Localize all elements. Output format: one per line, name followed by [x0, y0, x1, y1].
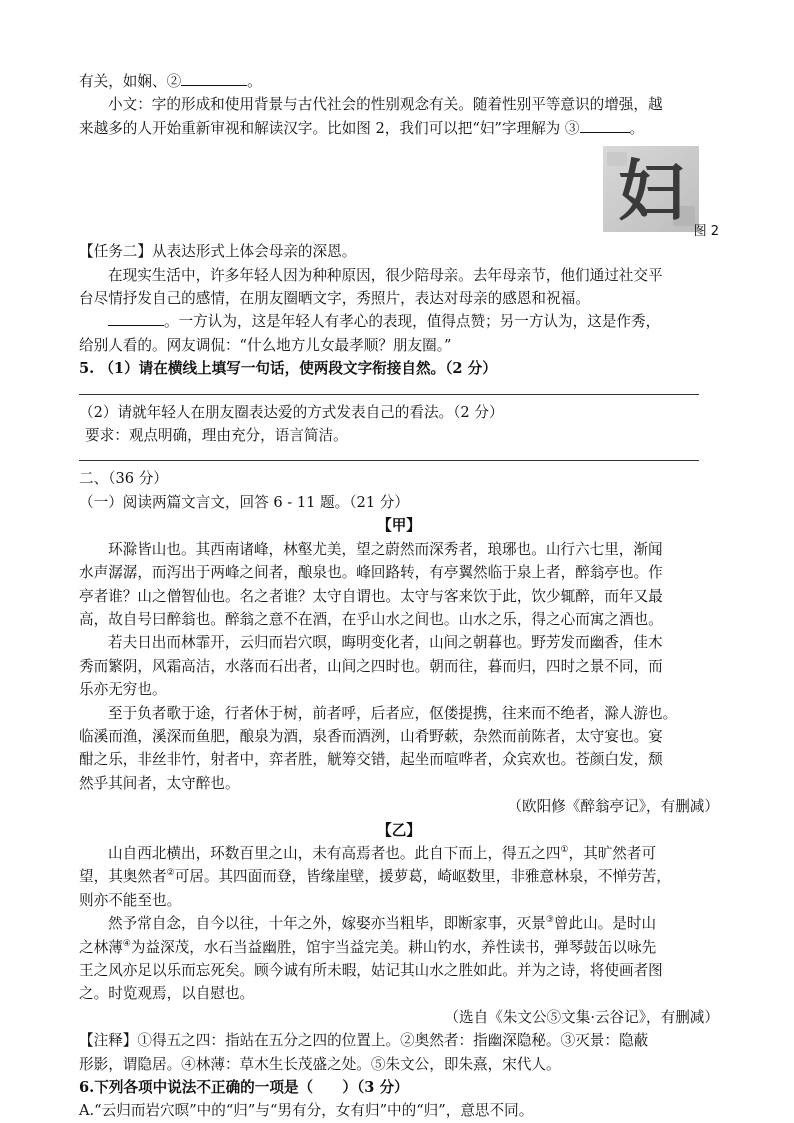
answer-blank-2[interactable] — [181, 71, 247, 86]
answer-blank-bridge[interactable] — [108, 311, 164, 326]
passage-jia-label: 【甲】 — [377, 517, 421, 535]
q6-stem: 6.下列各项中说法不正确的一项是（ ）（3 分） — [79, 1079, 409, 1097]
section2-title: 二、（36 分） — [79, 470, 168, 488]
yi-source: （选自《朱文公⑤文集·云谷记》，有删减） — [444, 1008, 719, 1026]
yi-line: 之林薄④为益深茂，水石当益幽胜，馆宇当益完美。耕山钓水，养性读书，弹琴鼓缶以咏先 — [79, 938, 657, 956]
q5-requirement: 要求：观点明确，理由充分，语言简洁。 — [85, 427, 348, 445]
figure-caption: 图 2 — [693, 224, 719, 240]
q5-part1: 5. （1）请在横线上填写一句话，使两段文字衔接自然。（2 分） — [79, 360, 497, 378]
jia-line: 临溪而渔，溪深而鱼肥，酿泉为酒，泉香而酒洌，山肴野蔌，杂然而前陈者，太守宴也。宴 — [79, 727, 663, 745]
intro-line-3: 来越多的人开始重新审视和解读汉字。比如图 2，我们可以把“妇”字理解为 ③ 。 — [79, 119, 645, 137]
fu-character-image — [603, 146, 699, 232]
jia-line: 秀而繁阴，风霜高洁，水落而石出者，山间之四时也。朝而往，暮而归，四时之景不同，而 — [79, 657, 663, 675]
answer-blank-3[interactable] — [580, 118, 630, 133]
yi-line: 山自西北横出，环数百里之山，未有高焉者也。此自下而上，得五之四①，其旷然者可 — [108, 844, 657, 862]
figure-2 — [79, 140, 719, 240]
footnote-ref-2: ② — [166, 868, 175, 879]
yi-line: 王之风亦足以乐而忘死矣。顾今诚有所未暇，姑记其山水之胜如此。并为之诗，将使画者图 — [79, 962, 663, 979]
q5-part2: （2）请就年轻人在朋友圈表达爱的方式发表自己的看法。（2 分） — [79, 403, 504, 421]
footnote-ref-3: ③ — [545, 915, 554, 926]
task2-para2-a: 。一方认为，这是年轻人有孝心的表现，值得点赞；另一方认为，这是作秀， — [79, 310, 719, 333]
task2-para1-a: 在现实生活中，许多年轻人因为种种原因，很少陪母亲。去年母亲节，他们通过社交平 — [108, 266, 663, 284]
answer-line-q5-1[interactable] — [79, 381, 699, 395]
task2-para2-b: 给别人看的。网友调侃：“什么地方儿女最孝顺？朋友圈。” — [79, 336, 452, 354]
intro-line-1: 有关，如娴、② 。 — [79, 73, 262, 90]
yi-line: 望，其奥然者②可居。其四面而登，皆缘崖壁，援萝葛，崎岖数里，非雅意林泉，不惮劳苦， — [79, 868, 671, 886]
section2-subtitle: （一）阅读两篇文言文，回答 6 - 11 题。（21 分） — [79, 493, 409, 511]
jia-line: 环滁皆山也。其西南诸峰，林壑尤美，望之蔚然而深秀者，琅琊也。山行六七里，渐闻 — [108, 540, 663, 558]
notes-line-2: 形影，谓隐居。④林薄：草木生长茂盛之处。⑤朱文公，即朱熹，宋代人。 — [79, 1055, 561, 1073]
jia-line: 水声潺潺，而泻出于两峰之间者，酿泉也。峰回路转，有亭翼然临于泉上者，醉翁亭也。作 — [79, 564, 663, 582]
jia-line: 乐亦无穷也。 — [79, 681, 167, 699]
task2-para1-b: 台尽情抒发自己的感情，在朋友圈晒文字，秀照片，表达对母亲的感恩和祝福。 — [79, 290, 590, 308]
footnote-ref-4: ④ — [122, 938, 131, 949]
jia-line: 酣之乐，非丝非竹，射者中，弈者胜，觥筹交错，起坐而喧哗者，众宾欢也。苍颜白发，颓 — [79, 751, 663, 769]
jia-source: （欧阳修《醉翁亭记》，有删减） — [507, 798, 719, 816]
yi-line: 然予常自念，自今以往，十年之外，嫁娶亦当粗毕，即断家事，灭景③曾此山。是时山 — [108, 915, 657, 933]
yi-line: 之。时览观焉，以自慰也。 — [79, 985, 255, 1003]
q6-option-a[interactable]: A.“云归而岩穴暝”中的“归”与“男有分，女有归”中的“归”，意思不同。 — [79, 1102, 534, 1120]
jia-line: 若夫日出而林霏开，云归而岩穴暝，晦明变化者，山间之朝暮也。野芳发而幽香，佳木 — [108, 634, 663, 652]
jia-line: 亭者谁？山之僧智仙也。名之者谁？太守自谓也。太守与客来饮于此，饮少辄醉，而年又最 — [79, 587, 663, 605]
answer-line-q5-2[interactable] — [79, 447, 699, 461]
footnote-ref-1: ① — [560, 845, 569, 856]
exam-page — [79, 70, 719, 1123]
jia-line: 然乎其间者，太守醉也。 — [79, 774, 240, 792]
svg-text:妇: 妇 — [618, 152, 684, 231]
task2-title: 【任务二】从表达形式上体会母亲的深恩。 — [79, 243, 357, 261]
jia-line: 至于负者歌于途，行者休于树，前者呼，后者应，伛偻提携，往来而不绝者，滁人游也。 — [108, 704, 678, 722]
notes-line-1: 【注释】①得五之四：指站在五分之四的位置上。②奥然者：指幽深隐秘。③灭景：隐蔽 — [79, 1032, 649, 1050]
passage-yi-label: 【乙】 — [377, 821, 421, 839]
jia-line: 高，故自号曰醉翁也。醉翁之意不在酒，在乎山水之间也。山水之乐，得之心而寓之酒也。 — [79, 610, 663, 628]
yi-line: 则亦不能至也。 — [79, 891, 182, 909]
intro-line-2: 小文：字的形成和使用背景与古代社会的性别观念有关。随着性别平等意识的增强，越 — [108, 96, 663, 114]
